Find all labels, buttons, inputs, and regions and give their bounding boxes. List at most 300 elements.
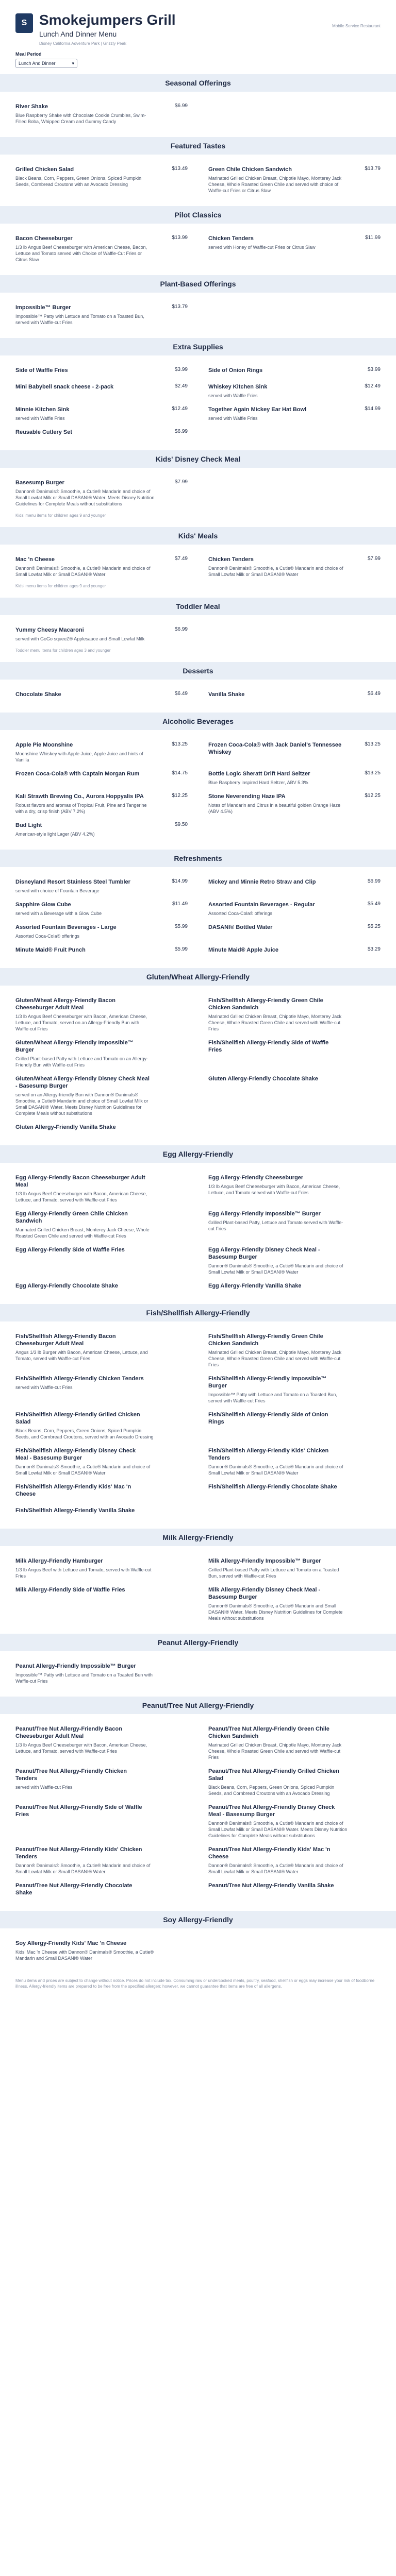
menu-items: [0, 355, 396, 444]
menu-item-name: Gluten/Wheat Allergy-Friendly Impossible™ Burger: [15, 1040, 134, 1053]
menu-item-description: 1/3 lb Angus Beef Cheeseburger with American Cheese, Bacon, Lettuce and Tomato served with Choice of Waffle-Cut Fries or Citrus Slaw: [15, 245, 147, 262]
menu-item-price: $12.25: [365, 793, 381, 799]
meal-period-select[interactable]: [15, 59, 77, 68]
menu-item-description: Dannon® Danimals® Smoothie, a Cutie® Mandarin and choice of Small Lowfat Milk or Small DASANI® Water: [208, 1464, 343, 1476]
menu-items: [0, 1714, 396, 1905]
menu-item-header: [15, 997, 188, 1011]
menu-item-header: [208, 924, 381, 931]
menu-item-name: Grilled Chicken Salad: [15, 166, 74, 173]
page-header: [0, 0, 396, 52]
menu-item: [208, 767, 381, 790]
menu-item-price: $3.99: [367, 367, 381, 372]
section-heading: Peanut/Tree Nut Allergy-Friendly: [0, 1697, 396, 1714]
section-heading: Plant-Based Offerings: [0, 275, 396, 293]
menu-item: [208, 1279, 381, 1296]
menu-item-description: served on an Allergy-friendly Bun with Dannon® Danimals® Smoothie, a Cutie® Mandarin and choice of Small Lowfat Milk or Small DASANI® Water. Meets Disney Nutrition Guidelines for Complete Meals without substitutions: [15, 1092, 148, 1116]
menu-item-header: [15, 770, 188, 777]
menu-item-price: $6.49: [174, 691, 188, 697]
section-heading: Gluten/Wheat Allergy-Friendly: [0, 968, 396, 986]
brand: [15, 11, 176, 46]
menu-item-header: [15, 1557, 188, 1565]
menu-item-name: Egg Allergy-Friendly Bacon Cheeseburger Adult Meal: [15, 1175, 145, 1188]
menu-item-price: $11.49: [172, 901, 188, 907]
menu-item-name: Mini Babybell snack cheese - 2-pack: [15, 384, 114, 390]
menu-item-name: Frozen Coca-Cola® with Jack Daniel's Tennessee Whiskey: [208, 742, 342, 755]
menu-item-name: Together Again Mickey Ear Hat Bowl: [208, 406, 307, 413]
section-heading: Kids' Disney Check Meal: [0, 450, 396, 468]
menu-item-header: [15, 235, 188, 242]
menu-item-name: Fish/Shellfish Allergy-Friendly Green Chile Chicken Sandwich: [208, 1333, 323, 1347]
menu-item-header: [15, 367, 188, 374]
menu-item-price: $7.99: [367, 556, 381, 562]
menu-item-header: [15, 1846, 188, 1860]
menu-items: [0, 155, 396, 200]
menu-item-name: Fish/Shellfish Allergy-Friendly Side of Onion Rings: [208, 1412, 328, 1425]
menu-item-header: [15, 1039, 188, 1054]
menu-item: [208, 994, 381, 1036]
menu-item-name: Chicken Tenders: [208, 556, 254, 563]
menu-item-description: Assorted Coca-Cola® offerings: [208, 911, 273, 916]
menu-item-name: Peanut/Tree Nut Allergy-Friendly Bacon Cheeseburger Adult Meal: [15, 1726, 122, 1739]
menu-sections: [0, 74, 396, 1968]
menu-items: [0, 1321, 396, 1522]
menu-item: [208, 1171, 381, 1207]
menu-item: [15, 1408, 188, 1444]
menu-items: [0, 468, 396, 513]
menu-item-header: [15, 741, 188, 749]
menu-item-header: [208, 383, 381, 391]
menu-item-name: Yummy Cheesy Macaroni: [15, 627, 84, 633]
menu-item-price: $14.99: [365, 406, 381, 412]
menu-item: [15, 100, 188, 129]
menu-item-description: Black Beans, Corn, Peppers, Green Onions, Spiced Pumpkin Seeds, and Cornbread Croutons, served with an Avocado Dressing: [15, 1428, 154, 1439]
menu-item-name: Peanut Allergy-Friendly Impossible™ Burger: [15, 1663, 136, 1669]
section-heading: Soy Allergy-Friendly: [0, 1911, 396, 1928]
menu-item-header: [208, 1375, 381, 1389]
menu-item-name: Chicken Tenders: [208, 235, 254, 242]
menu-item-header: [208, 901, 381, 908]
menu-item-name: DASANI® Bottled Water: [208, 924, 273, 930]
menu-item-description: Robust flavors and aromas of Tropical Fruit, Pine and Tangerine with a dry, crisp finish (ABV 7.2%): [15, 803, 147, 814]
menu-items: [0, 680, 396, 706]
menu-item-price: $11.99: [365, 235, 381, 241]
menu-item-header: [15, 878, 188, 886]
menu-item: [208, 921, 381, 943]
menu-item-header: [15, 103, 188, 110]
menu-item: [208, 1207, 381, 1243]
menu-item-price: $5.99: [174, 924, 188, 929]
menu-item-header: [208, 997, 381, 1011]
menu-item: [15, 380, 188, 403]
menu-item-name: Milk Allergy-Friendly Side of Waffle Fries: [15, 1587, 125, 1593]
menu-item: [208, 875, 381, 898]
menu-item-header: [208, 878, 381, 886]
menu-item-description: Dannon® Danimals® Smoothie, a Cutie® Mandarin and Small DASANI® Water. Meets Disney Nutrition Guidelines for Complete Meals without substitutions: [208, 1603, 343, 1621]
menu-item-description: Assorted Coca-Cola® offerings: [15, 934, 80, 939]
menu-item-description: Angus 1/3 lb Burger with Bacon, American Cheese, Lettuce, and Tomato, served with Waffle-cut Fries: [15, 1350, 148, 1361]
menu-item-name: Milk Allergy-Friendly Impossible™ Burger: [208, 1558, 321, 1564]
menu-item: [15, 364, 188, 380]
menu-item-price: $13.25: [365, 741, 381, 747]
section-heading: Milk Allergy-Friendly: [0, 1529, 396, 1546]
menu-item-header: [15, 1124, 188, 1131]
menu-item-header: [15, 1882, 188, 1896]
menu-item-header: [15, 1411, 188, 1426]
menu-item-header: [15, 1246, 188, 1253]
menu-item-header: [15, 1586, 188, 1594]
menu-item-header: [208, 1210, 381, 1217]
menu-item: [15, 1879, 188, 1903]
menu-item-name: Egg Allergy-Friendly Vanilla Shake: [208, 1283, 302, 1289]
menu-item-header: [208, 1483, 381, 1490]
menu-item-name: Peanut/Tree Nut Allergy-Friendly Side of Waffle Fries: [15, 1804, 142, 1818]
menu-item-header: [208, 741, 381, 756]
menu-item-name: Impossible™ Burger: [15, 304, 71, 311]
menu-item-description: Impossible™ Patty with Lettuce and Tomato on a Toasted Bun with Waffle-cut Fries: [15, 1672, 153, 1684]
menu-item-name: Stone Neverending Haze IPA: [208, 793, 286, 800]
menu-item-header: [15, 479, 188, 486]
menu-item-header: [208, 406, 381, 413]
menu-item: [208, 232, 381, 267]
menu-item: [208, 1330, 381, 1372]
menu-item-name: Egg Allergy-Friendly Cheeseburger: [208, 1175, 304, 1181]
menu-item-header: [208, 1846, 381, 1860]
menu-item: [15, 1722, 188, 1765]
menu-item-name: Gluten/Wheat Allergy-Friendly Disney Check Meal - Basesump Burger: [15, 1076, 150, 1089]
menu-item: [208, 1765, 381, 1801]
menu-item-price: $12.49: [172, 406, 188, 412]
menu-item-header: [15, 793, 188, 800]
menu-item-header: [208, 1557, 381, 1565]
menu-item-description: Moonshine Whiskey with Apple Juice, Apple Juice and hints of Vanilla: [15, 751, 143, 762]
menu-item: [15, 1801, 188, 1843]
menu-item-description: Dannon® Danimals® Smoothie, a Cutie® Mandarin and choice of Small Lowfat Milk or Small DASANI® Water: [15, 566, 151, 577]
menu-item: [15, 1937, 188, 1965]
menu-item: [208, 1583, 381, 1625]
menu-item-name: Bud Light: [15, 822, 42, 828]
menu-item-description: American-style light Lager (ABV 4.2%): [15, 832, 95, 837]
menu-items: [0, 730, 396, 843]
menu-item-name: Mickey and Minnie Retro Straw and Clip: [208, 879, 316, 885]
menu-item-price: $3.99: [174, 367, 188, 372]
menu-item-description: served with Waffle Fries: [15, 416, 65, 421]
menu-item: [15, 1504, 188, 1520]
menu-item: [15, 898, 188, 921]
menu-item-header: [208, 1411, 381, 1426]
menu-item-price: $5.99: [174, 946, 188, 952]
menu-item-name: Peanut/Tree Nut Allergy-Friendly Chocolate Shake: [15, 1883, 133, 1896]
menu-item-name: Fish/Shellfish Allergy-Friendly Bacon Cheeseburger Adult Meal: [15, 1333, 116, 1347]
menu-item-description: Black Beans, Corn, Peppers, Green Onions, Spiced Pumpkin Seeds, and Cornbread Croutons with an Avocado Dressing: [208, 1785, 335, 1796]
menu-item-name: Fish/Shellfish Allergy-Friendly Kids' Mac 'n Cheese: [15, 1484, 131, 1497]
menu-item-header: [15, 166, 188, 173]
menu-item-description: Black Beans, Corn, Peppers, Green Onions, Spiced Pumpkin Seeds, Cornbread Croutons with an Avocado Dressing: [15, 176, 142, 187]
menu-item-header: [15, 1663, 188, 1670]
menu-items: [0, 1163, 396, 1298]
menu-items: [0, 224, 396, 269]
menu-item-header: [208, 1768, 381, 1782]
menu-item-name: Assorted Fountain Beverages - Regular: [208, 902, 315, 908]
toddler-footnote: Toddler menu items for children ages 3 and younger: [15, 648, 111, 653]
menu-item-name: Egg Allergy-Friendly Side of Waffle Fries: [15, 1247, 125, 1253]
menu-item-header: [15, 1075, 188, 1090]
menu-item-price: $5.49: [367, 901, 381, 907]
kids-footnote: Kids' menu items for children ages 9 and younger: [15, 513, 106, 518]
menu-item: [15, 943, 188, 960]
menu-item: [208, 1722, 381, 1765]
menu-item-name: Peanut/Tree Nut Allergy-Friendly Grilled Chicken Salad: [208, 1768, 339, 1782]
section-heading: Extra Supplies: [0, 338, 396, 355]
menu-item-name: Peanut/Tree Nut Allergy-Friendly Green Chile Chicken Sandwich: [208, 1726, 329, 1739]
restaurant-logo: S: [15, 13, 33, 33]
menu-item-header: [208, 770, 381, 777]
menu-item-name: Fish/Shellfish Allergy-Friendly Grilled Chicken Salad: [15, 1412, 140, 1425]
menu-item-name: Bottle Logic Sheratt Drift Hard Seltzer: [208, 771, 310, 777]
menu-item-header: [208, 691, 381, 698]
menu-item-description: Dannon® Danimals® Smoothie, a Cutie® Mandarin and choice of Small Lowfat Milk or Small DASANI® Water: [15, 1464, 151, 1476]
menu-item-header: [15, 1940, 188, 1947]
menu-item: [15, 1372, 188, 1408]
menu-item: [208, 1243, 381, 1279]
menu-item-header: [15, 1507, 188, 1514]
menu-item-price: $13.25: [365, 770, 381, 776]
page-title: Smokejumpers Grill: [39, 12, 176, 28]
menu-item-name: Fish/Shellfish Allergy-Friendly Green Chile Chicken Sandwich: [208, 997, 323, 1011]
menu-item: [15, 623, 188, 646]
menu-item-price: $14.75: [172, 770, 188, 776]
menu-item: [15, 1583, 188, 1625]
menu-item: [15, 1554, 188, 1583]
menu-item: [15, 163, 188, 198]
menu-item-name: Bacon Cheeseburger: [15, 235, 73, 242]
menu-item: [15, 1765, 188, 1801]
section-heading: Toddler Meal: [0, 598, 396, 615]
menu-item-description: Grilled Plant-based Patty with Lettuce and Tomato on a Toasted Bun, served with Waffle-cut Fries: [208, 1567, 339, 1579]
menu-item-header: [208, 1039, 381, 1054]
menu-item-name: Fish/Shellfish Allergy-Friendly Disney Check Meal - Basesump Burger: [15, 1448, 136, 1461]
menu-item-name: Gluten Allergy-Friendly Chocolate Shake: [208, 1076, 318, 1082]
menu-item-header: [208, 1725, 381, 1740]
menu-item-name: Fish/Shellfish Allergy-Friendly Kids' Chicken Tenders: [208, 1448, 329, 1461]
menu-item-price: $13.79: [365, 166, 381, 172]
menu-item-description: served with Waffle-cut Fries: [15, 1385, 73, 1390]
meal-period-label: Meal Period: [15, 52, 42, 57]
kids-footnote: Kids' menu items for children ages 9 and younger: [15, 584, 106, 588]
menu-item-header: [15, 429, 188, 436]
section-heading: Desserts: [0, 662, 396, 680]
menu-item: [15, 1843, 188, 1879]
menu-item-name: Peanut/Tree Nut Allergy-Friendly Disney Check Meal - Basesump Burger: [208, 1804, 335, 1818]
menu-item: [15, 1444, 188, 1480]
menu-items: [0, 293, 396, 332]
menu-item-price: $6.49: [367, 691, 381, 697]
menu-item-name: Assorted Fountain Beverages - Large: [15, 924, 117, 930]
menu-items: [0, 615, 396, 648]
menu-item-name: Disneyland Resort Stainless Steel Tumbler: [15, 879, 130, 885]
menu-subtitle: Lunch And Dinner Menu: [39, 30, 117, 38]
menu-item-header: [208, 1174, 381, 1181]
menu-item-header: [15, 1282, 188, 1290]
menu-item-header: [208, 1804, 381, 1818]
menu-item-name: Peanut/Tree Nut Allergy-Friendly Chicken Tenders: [15, 1768, 127, 1782]
menu-item-description: Dannon® Danimals® Smoothie, a Cutie® Mandarin and choice of Small Lowfat Milk or Small DASANI® Water: [208, 1863, 343, 1874]
menu-item-description: Dannon® Danimals® Smoothie, a Cutie® Mandarin and choice of Small Lowfat Milk or Small DASANI® Water. Meets Disney Nutrition Guidelines for Complete Meals without substitutions: [208, 1821, 348, 1838]
menu-item-header: [15, 556, 188, 563]
menu-item: [15, 403, 188, 426]
section-heading: Refreshments: [0, 850, 396, 867]
menu-item-header: [15, 691, 188, 698]
menu-item-description: Dannon® Danimals® Smoothie, a Cutie® Mandarin and choice of Small Lowfat Milk or Small DASANI® Water: [208, 566, 343, 577]
menu-item: [15, 1659, 188, 1688]
menu-item-header: [208, 1246, 381, 1261]
menu-item-price: $6.99: [174, 103, 188, 109]
menu-item-header: [15, 626, 188, 634]
section-heading: Featured Tastes: [0, 137, 396, 155]
menu-item-header: [208, 1333, 381, 1347]
menu-items: [0, 986, 396, 1139]
menu-item-price: $13.79: [172, 304, 188, 310]
menu-item-header: [208, 1882, 381, 1889]
menu-item-description: served with Honey of Waffle-cut Fries or Citrus Slaw: [208, 245, 316, 250]
menu-item-price: $9.50: [174, 822, 188, 827]
section-heading: Seasonal Offerings: [0, 74, 396, 92]
menu-items: [0, 92, 396, 131]
menu-item-name: Egg Allergy-Friendly Green Chile Chicken Sandwich: [15, 1211, 128, 1224]
menu-item: [15, 1121, 188, 1137]
menu-item-header: [15, 1210, 188, 1225]
menu-item-name: Egg Allergy-Friendly Chocolate Shake: [15, 1283, 118, 1289]
menu-item: [15, 1207, 188, 1243]
menu-items: [0, 1928, 396, 1968]
menu-item: [15, 232, 188, 267]
menu-item: [208, 403, 381, 426]
menu-item-description: Marinated Grilled Chicken Breast, Chipotle Mayo, Monterey Jack Cheese, Whole Roasted Green Chile and served with choice of Waffle-cut Fries or Citrus Slaw: [208, 176, 342, 193]
menu-item: [15, 1279, 188, 1296]
menu-item-price: $13.99: [172, 235, 188, 241]
menu-item: [208, 738, 381, 767]
menu-item-header: [15, 1375, 188, 1382]
menu-item-header: [15, 1804, 188, 1818]
section-heading: Kids' Meals: [0, 527, 396, 545]
menu-item-name: Frozen Coca-Cola® with Captain Morgan Rum: [15, 771, 140, 777]
menu-item-header: [208, 1447, 381, 1462]
menu-item-name: River Shake: [15, 104, 48, 110]
menu-item-name: Fish/Shellfish Allergy-Friendly Chocolate Shake: [208, 1484, 337, 1490]
menu-item-description: Marinated Grilled Chicken Breast, Chipotle Mayo, Monterey Jack Cheese, Whole Roasted Green Chile and served with Waffle-cut Fries: [208, 1014, 342, 1031]
menu-item-name: Side of Waffle Fries: [15, 367, 68, 374]
menu-item-name: Whiskey Kitchen Sink: [208, 384, 268, 390]
section-heading: Alcoholic Beverages: [0, 713, 396, 730]
menu-item-price: $12.25: [172, 793, 188, 799]
menu-item-price: $6.99: [367, 878, 381, 884]
menu-item-price: $3.29: [367, 946, 381, 952]
menu-item-name: Egg Allergy-Friendly Disney Check Meal - Basesump Burger: [208, 1247, 320, 1260]
menu-item: [15, 921, 188, 943]
menu-item-description: Kids' Mac 'n Cheese with Dannon® Danimals® Smoothie, a Cutie® Mandarin and Small DASANI® Water: [15, 1950, 154, 1961]
menu-item: [15, 819, 188, 841]
menu-item-name: Fish/Shellfish Allergy-Friendly Chicken Tenders: [15, 1376, 144, 1382]
menu-item-header: [208, 367, 381, 374]
meal-period-value: Lunch And Dinner: [19, 61, 56, 66]
menu-item: [208, 364, 381, 380]
menu-item-description: served with Waffle Fries: [208, 393, 258, 398]
menu-item: [208, 1480, 381, 1504]
menu-item: [15, 1036, 188, 1072]
menu-item-header: [208, 166, 381, 173]
menu-item-name: Peanut/Tree Nut Allergy-Friendly Kids' Mac 'n Cheese: [208, 1846, 331, 1860]
menu-item-description: served with Waffle-cut Fries: [15, 1785, 73, 1790]
menu-item-header: [208, 1075, 381, 1082]
menu-item-name: Milk Allergy-Friendly Hamburger: [15, 1558, 103, 1564]
menu-item-description: Impossible™ Patty with Lettuce and Tomato on a Toasted Bun, served with Waffle-cut Fries: [208, 1392, 337, 1403]
menu-item: [15, 790, 188, 819]
menu-item-header: [208, 1586, 381, 1601]
menu-item: [208, 1801, 381, 1843]
menu-item: [208, 163, 381, 198]
menu-item-price: $6.99: [174, 626, 188, 632]
chevron-down-icon: ▾: [72, 60, 74, 66]
menu-items: [0, 1546, 396, 1628]
menu-item: [15, 426, 188, 442]
menu-item-header: [15, 1333, 188, 1347]
menu-item: [15, 1480, 188, 1504]
menu-item-header: [15, 406, 188, 413]
menu-item-description: 1/3 lb Angus Beef Cheeseburger with Bacon, American Cheese, Lettuce, and Tomato, served with Waffle-cut Fries: [15, 1191, 147, 1202]
menu-item-header: [15, 1174, 188, 1189]
menu-item-name: Milk Allergy-Friendly Disney Check Meal - Basesump Burger: [208, 1587, 321, 1600]
menu-item-name: Mac 'n Cheese: [15, 556, 55, 563]
menu-item-description: 1/3 lb Angus Beef Cheeseburger with Bacon, American Cheese, Lettuce, and Tomato, served on an Allergy-Friendly Bun with Waffle-cut Fries: [15, 1014, 147, 1031]
menu-item: [208, 688, 381, 704]
menu-item-header: [15, 383, 188, 391]
menu-item-name: Chocolate Shake: [15, 691, 61, 698]
menu-item-description: Blue Raspberry Shake with Chocolate Cookie Crumbles, Swim-Filled Boba, Whipped Cream and Gummy Candy: [15, 113, 146, 124]
menu-item: [208, 1072, 381, 1121]
legal-footer: Menu items and prices are subject to change without notice. Prices do not include tax. Consuming raw or undercooked meats, poultry, seafood, shellfish or eggs may increase your risk of foodborne illness. Allergy-friendly items are prepared to be free from the specified allergen; however, we cannot guarantee that items are free of all allergens.: [15, 1978, 375, 1989]
menu-item-name: Minute Maid® Fruit Punch: [15, 947, 86, 953]
menu-item: [15, 1072, 188, 1121]
location-note: Disney California Adventure Park | Grizzly Peak: [39, 41, 126, 46]
menu-item-description: served with GoGo squeeZ® Applesauce and Small Lowfat Milk: [15, 636, 145, 641]
menu-item: [15, 688, 188, 704]
menu-item-header: [208, 793, 381, 800]
menu-item-name: Kali Strawth Brewing Co., Aurora Hoppyalis IPA: [15, 793, 144, 800]
section-heading: Peanut Allergy-Friendly: [0, 1634, 396, 1651]
service-note: Mobile Service Restaurant: [332, 24, 381, 28]
menu-item-description: Blue Raspberry inspired Hard Seltzer, ABV 5.3%: [208, 780, 308, 785]
menu-item: [208, 553, 381, 582]
menu-items: [0, 545, 396, 584]
menu-item-name: Sapphire Glow Cube: [15, 902, 71, 908]
menu-item-name: Egg Allergy-Friendly Impossible™ Burger: [208, 1211, 321, 1217]
menu-item-name: Side of Onion Rings: [208, 367, 263, 374]
menu-item-price: $7.49: [174, 556, 188, 562]
menu-item: [15, 875, 188, 898]
menu-item-name: Green Chile Chicken Sandwich: [208, 166, 292, 173]
menu-item-header: [15, 1447, 188, 1462]
menu-item-price: $14.99: [172, 878, 188, 884]
menu-item: [208, 1444, 381, 1480]
menu-item-header: [208, 235, 381, 242]
menu-item: [208, 790, 381, 819]
menu-item-header: [208, 946, 381, 954]
menu-item: [15, 1171, 188, 1207]
section-heading: Fish/Shellfish Allergy-Friendly: [0, 1304, 396, 1321]
menu-item-description: 1/3 lb Angus Beef Cheeseburger with Bacon, American Cheese, Lettuce, and Tomato, served with Waffle-cut Fries: [15, 1742, 147, 1754]
menu-item-description: Grilled Plant-based Patty with Lettuce and Tomato on an Allergy-Friendly Bun with Waffle-cut Fries: [15, 1056, 148, 1067]
menu-item-header: [15, 924, 188, 931]
menu-items: [0, 867, 396, 962]
